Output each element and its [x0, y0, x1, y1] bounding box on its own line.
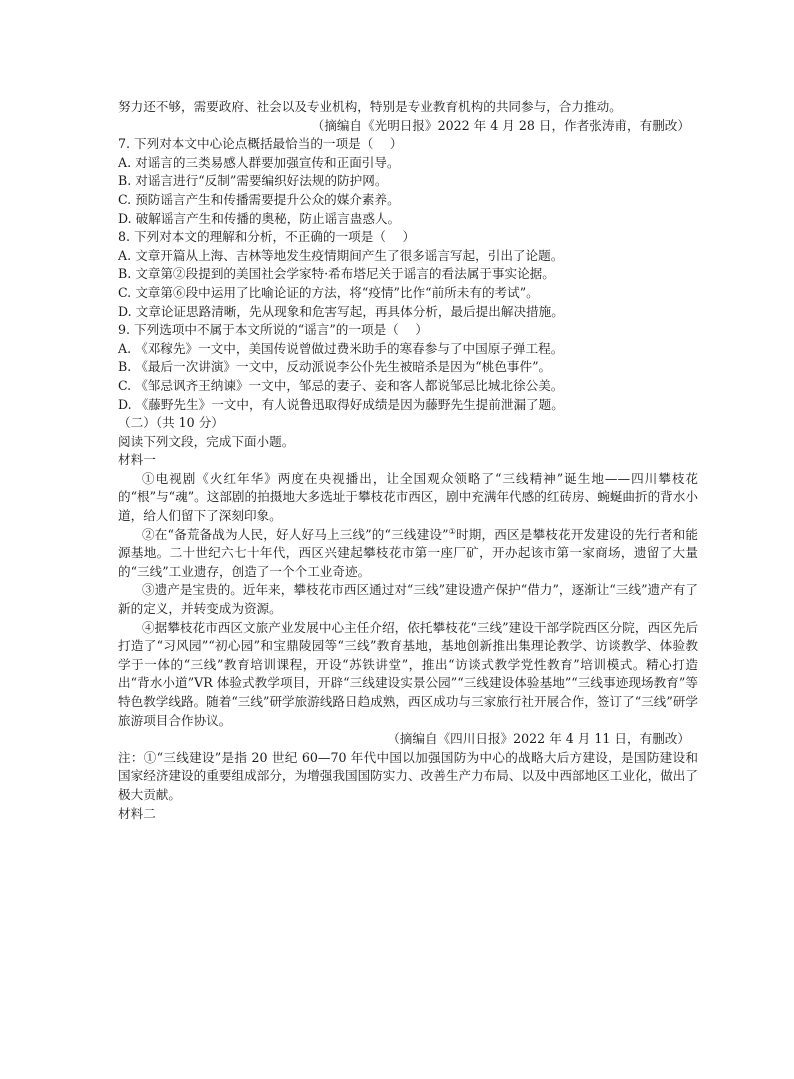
source-citation-2: （摘编自《四川日报》2022 年 4 月 11 日，有删改）: [387, 731, 690, 747]
intro-line: 努力还不够，需要政府、社会以及专业机构，特别是专业教育机构的共同参与，合力推动。: [118, 99, 622, 114]
question-8-option-d: D. 文章论证思路清晰，先从现象和危害写起，再具体分析，最后提出解决措施。: [118, 303, 564, 319]
question-8-option-b: B. 文章第②段提到的美国社会学家特·希布塔尼关于谣言的看法属于事实论据。: [118, 266, 555, 282]
question-8-stem: 8. 下列对本文的理解和分析，不正确的一项是（ ）: [118, 229, 416, 245]
material-2-label: 材料二: [118, 805, 156, 821]
question-7-option-a: A. 对谣言的三类易感人群要加强宣传和正面引导。: [118, 154, 400, 170]
material-1-label: 材料一: [118, 452, 156, 468]
question-7-stem: 7. 下列对本文中心论点概括最恰当的一项是（ ）: [118, 136, 403, 152]
question-9-option-b: B. 《最后一次讲演》一文中，反动派说李公仆先生被暗杀是因为“桃色事件”。: [118, 359, 552, 375]
paragraph-2-text-end: 时期，西区是攀枝花开发建设的先行者和能源基地。二十世纪六七十年代，西区兴建起攀枝花市第一座厂矿，开办起该市第一家商场，遗留了大量的“三线”工业遗存，创造了一个个工业奇迹。: [118, 526, 699, 579]
question-7-option-d: D. 破解谣言产生和传播的奥秘，防止谣言蛊惑人。: [118, 210, 401, 226]
footnote-marker: ①: [448, 526, 457, 536]
question-9-option-d: D. 《藤野先生》一文中，有人说鲁迅取得好成绩是因为藤野先生提前泄漏了题。: [118, 396, 564, 412]
question-7-option-b: B. 对谣言进行“反制”需要编织好法规的防护网。: [118, 173, 388, 189]
question-9-option-a: A. 《邓稼先》一文中，美国传说曾做过费米助手的寒春参与了中国原子弹工程。: [118, 340, 564, 356]
source-citation-1: （摘编自《光明日报》2022 年 4 月 28 日，作者张涛甫，有删改）: [311, 117, 690, 133]
material-1-paragraph-1: ①电视剧《火红年华》两度在央视播出，让全国观众领略了“三线精神”诞生地——四川攀枝花的“根”与“魂”。这部剧的拍摄地大多选址于攀枝花市西区，剧中充满年代感的红砖房、蜿蜒曲折的背水小道，给人们留下了深刻印象。: [118, 470, 698, 524]
material-1-paragraph-4: ④据攀枝花市西区文旅产业发展中心主任介绍，依托攀枝花“三线”建设干部学院西区分院，西区先后打造了“习风园”“初心园”和宝鼎陵园等“三线”教育基地，基地创新推出集理论教学、访谈教学、体验教学于一体的“三线”教育培训课程，开设“苏铁讲堂”，推出“访谈式教学党性教育”培训模式。精心打造出“背水小道”VR 体验式教学项目，开辟“三线建设实景公园”“三线建设体验基地”“三线事迹现场教育”等特色教学线路。随着“三线”研学旅游线路日趋成熟，西区成功与三家旅行社开展合作，签订了“三线”研学旅游项目合作协议。: [118, 619, 698, 728]
section-2-title: （二）（共 10 分）: [118, 415, 224, 431]
question-9-option-c: C. 《邹忌讽齐王纳谏》一文中，邹忌的妻子、妾和客人都说邹忌比城北徐公美。: [118, 377, 564, 393]
material-1-paragraph-3: ③遗产是宝贵的。近年来，攀枝花市西区通过对“三线”建设遗产保护“借力”，逐渐让“三线”遗产有了新的定义，并转变成为资源。: [118, 582, 698, 617]
question-8-option-c: C. 文章第⑥段中运用了比喻论证的方法，将“疫情”比作“前所未有的考试”。: [118, 284, 539, 300]
exam-page: [118, 98, 698, 823]
question-9-stem: 9. 下列选项中不属于本文所说的“谣言”的一项是（ ）: [118, 322, 428, 338]
question-7-option-c: C. 预防谣言产生和传播需要提升公众的媒介素养。: [118, 191, 400, 207]
question-8-option-a: A. 文章开篇从上海、吉林等地发生疫情期间产生了很多谣言写起，引出了论题。: [118, 247, 564, 263]
section-2-instruction: 阅读下列文段，完成下面小题。: [118, 433, 295, 449]
footnote: 注：①“三线建设”是指 20 世纪 60—70 年代中国以加强国防为中心的战略大后方建设，是国防建设和国家经济建设的重要组成部分，为增强我国国防实力、改善生产力布局、以及中西部地区工业化，做出了极大贡献。: [118, 749, 698, 802]
material-1-paragraph-2: [118, 526, 698, 582]
paragraph-2-text-start: ②在“备荒备战为人民，好人好马上三线”的“三线建设”: [142, 526, 449, 542]
